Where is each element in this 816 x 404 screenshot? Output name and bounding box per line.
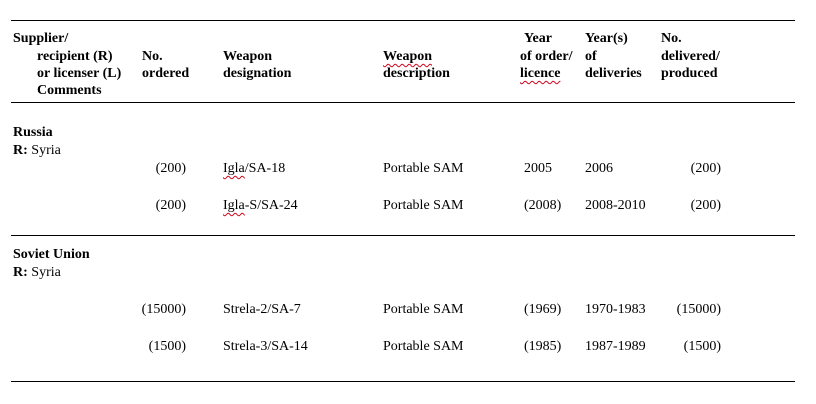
cell-description: Portable SAM <box>383 198 464 213</box>
header-delivered-line-3: produced <box>661 66 718 81</box>
recipient-line <box>13 264 61 282</box>
cell-deliveries: 1987-1989 <box>585 339 646 354</box>
cell-designation-part-b: /SA-18 <box>244 161 286 176</box>
cell-year-order: (1969) <box>524 302 562 317</box>
header-year-order-line-1: Year <box>524 31 552 46</box>
header-delivered-line-1: No. <box>661 31 682 46</box>
header-designation-line-2: designation <box>223 66 292 81</box>
header-ordered-line-1: No. <box>142 49 163 64</box>
header-supplier-line-4: Comments <box>37 83 102 98</box>
top-rule <box>11 20 795 21</box>
recipient-prefix: R: <box>13 265 28 280</box>
header-supplier-line-1: Supplier/ <box>13 31 69 46</box>
recipient-prefix: R: <box>13 143 28 158</box>
header-deliveries-line-3: deliveries <box>585 66 642 81</box>
cell-ordered: (1500) <box>148 339 186 354</box>
cell-designation: Strela-2/SA-7 <box>223 302 301 317</box>
cell-year-order: (1985) <box>524 339 562 354</box>
header-description-line-2: description <box>383 66 450 81</box>
header-rule <box>11 102 795 103</box>
cell-description: Portable SAM <box>383 302 464 317</box>
recipient-line <box>13 142 61 160</box>
cell-designation <box>223 197 298 215</box>
cell-designation <box>223 160 285 178</box>
cell-designation: Strela-3/SA-14 <box>223 339 308 354</box>
header-description-line-1: Weapon <box>383 49 433 64</box>
header-year-order-line-2: of order/ <box>520 49 573 64</box>
supplier-name: Soviet Union <box>13 247 90 262</box>
cell-description: Portable SAM <box>383 161 464 176</box>
header-deliveries-line-2: of <box>585 49 597 64</box>
cell-year-order: 2005 <box>524 161 552 176</box>
cell-ordered: (200) <box>155 161 186 176</box>
cell-delivered: (1500) <box>683 339 721 354</box>
recipient-name: Syria <box>31 265 61 280</box>
cell-ordered: (200) <box>155 198 186 213</box>
cell-ordered: (15000) <box>141 302 186 317</box>
header-designation-line-1: Weapon <box>223 49 273 64</box>
header-year-order-line-3: licence <box>520 66 561 81</box>
cell-delivered: (200) <box>690 161 721 176</box>
group-separator-rule <box>11 235 795 236</box>
cell-deliveries: 2008-2010 <box>585 198 646 213</box>
bottom-rule <box>11 381 795 382</box>
recipient-name: Syria <box>31 143 61 158</box>
cell-designation-part-b: -S/SA-24 <box>244 198 298 213</box>
cell-delivered: (15000) <box>676 302 721 317</box>
cell-deliveries: 2006 <box>585 161 613 176</box>
header-supplier-line-3: or licenser (L) <box>37 66 122 81</box>
cell-delivered: (200) <box>690 198 721 213</box>
supplier-name: Russia <box>13 125 53 140</box>
cell-deliveries: 1970-1983 <box>585 302 646 317</box>
cell-description: Portable SAM <box>383 339 464 354</box>
cell-designation-part-a: Igla <box>223 198 245 213</box>
header-ordered-line-2: ordered <box>142 66 190 81</box>
cell-designation-part-a: Igla <box>223 161 245 176</box>
header-delivered-line-2: delivered/ <box>661 49 720 64</box>
cell-year-order: (2008) <box>524 198 562 213</box>
header-deliveries-line-1: Year(s) <box>585 31 628 46</box>
header-supplier-line-2: recipient (R) <box>37 49 113 64</box>
